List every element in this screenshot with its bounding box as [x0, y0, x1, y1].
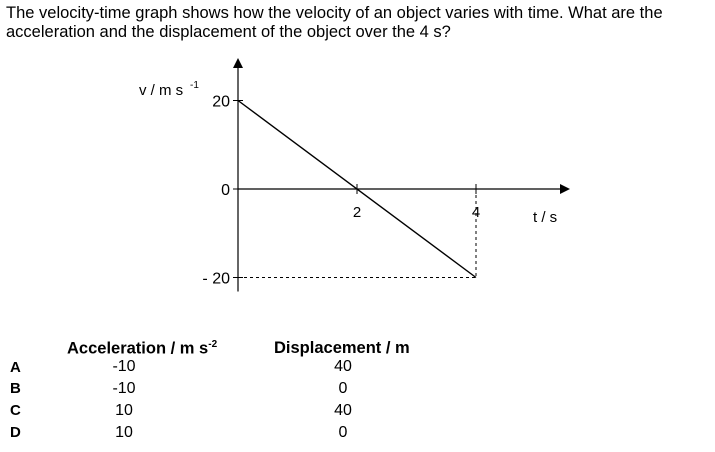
option-a-displacement: 40: [334, 358, 352, 375]
option-c-acceleration: 10: [115, 402, 133, 419]
x-tick-label: 4: [471, 204, 481, 221]
option-letter-b: B: [10, 380, 21, 397]
y-tick-label: - 20: [202, 270, 230, 288]
option-letter-d: D: [10, 424, 21, 441]
option-b-displacement: 0: [338, 380, 348, 397]
acceleration-header-label: Acceleration / m s: [67, 339, 209, 358]
option-a-acceleration: -10: [112, 358, 136, 375]
acceleration-header: [67, 339, 217, 359]
x-tick-label: 2: [352, 204, 362, 221]
option-d-acceleration: 10: [115, 424, 133, 441]
displacement-header: Displacement / m: [274, 339, 410, 357]
option-letter-c: C: [10, 402, 21, 419]
y-axis-label-sup: -1: [190, 80, 199, 91]
acceleration-header-sup: -2: [208, 339, 218, 350]
y-axis-label: v / m s: [139, 82, 184, 99]
option-b-acceleration: -10: [112, 380, 136, 397]
option-letter-a: A: [10, 359, 21, 376]
option-d-displacement: 0: [338, 424, 348, 441]
y-tick-label: 20: [212, 93, 230, 111]
y-tick-label: 0: [221, 182, 230, 199]
question-text: The velocity-time graph shows how the velocity of an object varies with time. What are the acceleration and the displacement of the object over the 4 s?: [6, 4, 663, 41]
option-c-displacement: 40: [334, 402, 352, 419]
x-axis-label: t / s: [533, 209, 558, 226]
